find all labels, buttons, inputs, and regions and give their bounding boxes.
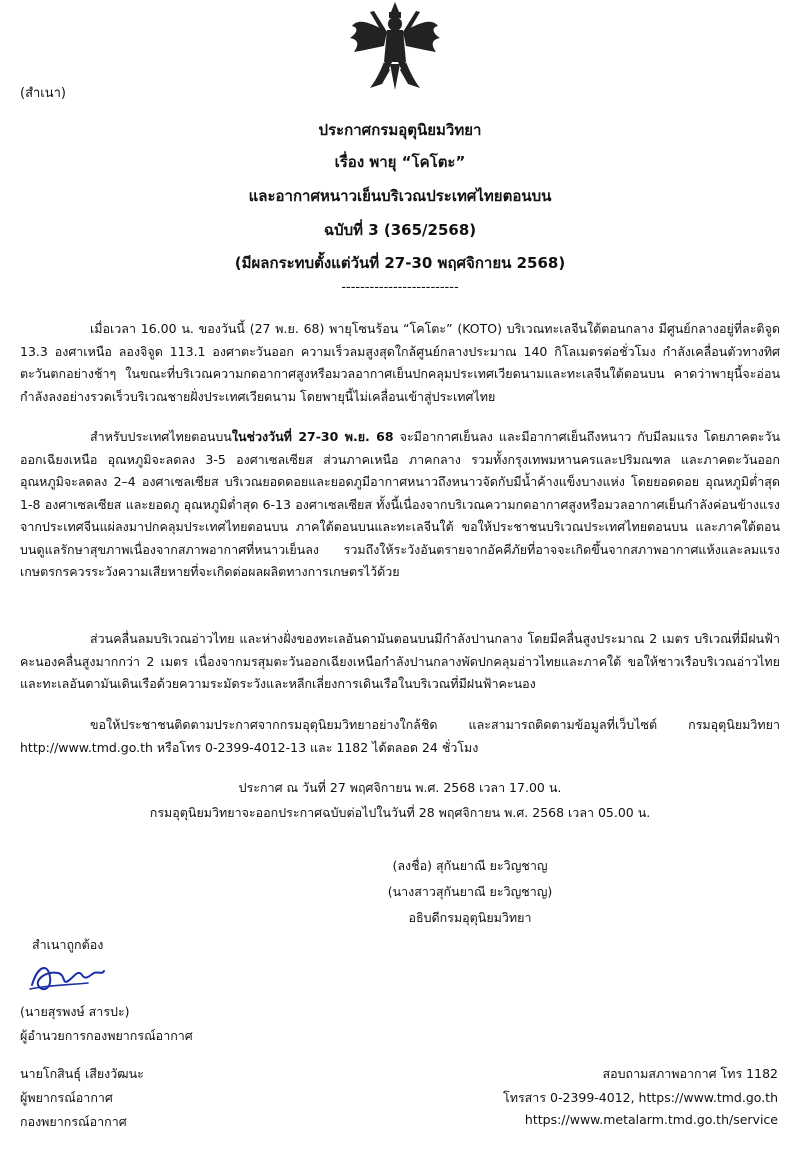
paragraph-cold-weather bbox=[20, 426, 780, 584]
announcement-subject-line2: และอากาศหนาวเย็นบริเวณประเทศไทยตอนบน bbox=[248, 187, 552, 205]
announcement-issue-number: ฉบับที่ 3 (365/2568) bbox=[323, 221, 477, 239]
contact-fax-website: โทรสาร 0-2399-4012, https://www.tmd.go.th bbox=[503, 1090, 778, 1105]
p2-pre: สำหรับประเทศไทยตอนบน bbox=[90, 429, 232, 444]
certified-copy-label: สำเนาถูกต้อง bbox=[32, 937, 104, 952]
garuda-emblem-icon bbox=[340, 0, 450, 95]
paragraph-waves: ส่วนคลื่นลมบริเวณอ่าวไทย และห่างฝั่งของทะเลอันดามันตอนบนมีกำลังปานกลาง โดยมีคลื่นสูงประมาณ 2 เมตร บริเวณที่มีฝนฟ้าคะนองคลื่นสูงมากกว่า 2 เมตร เนื่องจากมรสุมตะวันออกเฉียงเหนือกำลังปานกลางพัดปกคลุมอ่าวไทยและภาคใต้ ขอให้ชาวเรือบริเวณอ่าวไทยและทะเลอันดามันเดินเรือด้วยความระมัดระวังและหลีกเลี่ยงการเดินเรือในบริเวณที่มีฝนฟ้าคะนอง bbox=[20, 631, 780, 691]
announcement-effective-dates: (มีผลกระทบตั้งแต่วันที่ 27-30 พฤศจิกายน 2568) bbox=[234, 254, 566, 272]
announcement-title: ประกาศกรมอุตุนิยมวิทยา bbox=[318, 121, 482, 139]
p2-dates: ในช่วงวันที่ 27-30 พ.ย. 68 bbox=[231, 429, 394, 444]
p2-post: จะมีอากาศเย็นลง และมีอากาศเย็นถึงหนาว กับมีลมแรง โดยภาคตะวันออกเฉียงเหนือ อุณหภูมิจะลดลง 3-5 องศาเซลเซียส ส่วนภาคเหนือ ภาคกลาง รวมทั้งกรุงเทพมหานครและปริมณฑล และภาคตะวันออก อุณหภูมิจะลดลง 2–4 องศาเซลเซียส บริเวณยอดดอยและยอดภูมีอากาศหนาวถึงหนาวจัดกับมีน้ำค้างแข็งบางแห่ง โดยยอดดอย อุณหภูมิต่ำสุด 1-8 องศาเซลเซียส และยอดภู อุณหภูมิต่ำสุด 6-13 องศาเซลเซียส ทั้งนี้เนื่องจากบริเวณความกดอากาศสูงหรือมวลอากาศเย็นกำลังค่อนข้างแรงจากประเทศจีนแผ่ลงมาปกคลุมประเทศไทยตอนบน ภาคใต้ตอนบนและทะเลจีนใต้ ขอให้ประชาชนบริเวณประเทศไทยตอนบน และภาคใต้ตอนบนดูแลรักษาสุขภาพเนื่องจากสภาพอากาศที่หนาวเย็นลง รวมถึงให้ระวังอันตรายจากอัคคีภัยที่อาจจะเกิดขึ้นจากสภาพอากาศแห้งและลมแรง เกษตรกรควรระวังความเสียหายที่จะเกิดต่อผลผลิตทางการเกษตรไว้ด้วย bbox=[20, 429, 780, 579]
contact-service-link: https://www.metalarm.tmd.go.th/service bbox=[524, 1112, 778, 1127]
forecaster-role: ผู้พยากรณ์อากาศ bbox=[20, 1090, 113, 1105]
signed-line: (ลงชื่อ) สุกันยาณี ยะวิญชาญ bbox=[392, 858, 548, 873]
announce-datetime: ประกาศ ณ วันที่ 27 พฤศจิกายน พ.ศ. 2568 เวลา 17.00 น. bbox=[238, 780, 562, 795]
copy-mark: (สำเนา) bbox=[20, 86, 67, 101]
certifier-position: ผู้อำนวยการกองพยากรณ์อากาศ bbox=[20, 1028, 193, 1043]
announcement-subject: เรื่อง พายุ “โคโตะ” bbox=[334, 153, 466, 171]
certifier-name: (นายสุรพงษ์ สารปะ) bbox=[20, 1004, 130, 1019]
signatory-position: อธิบดีกรมอุตุนิยมวิทยา bbox=[408, 910, 532, 925]
forecaster-name: นายโกสินธุ์ เสียงวัฒนะ bbox=[20, 1066, 144, 1081]
paragraph-follow: ขอให้ประชาชนติดตามประกาศจากกรมอุตุนิยมวิทยาอย่างใกล้ชิด และสามารถติดตามข้อมูลที่เว็บไซต์ กรมอุตุนิยมวิทยา http://www.tmd.go.th หรือโทร 0-2399-4012-13 และ 1182 ได้ตลอด 24 ชั่วโมง bbox=[20, 717, 780, 755]
title-separator: ------------------------- bbox=[341, 280, 459, 295]
handwritten-signature-icon bbox=[28, 955, 108, 997]
contact-phone: สอบถามสภาพอากาศ โทร 1182 bbox=[602, 1066, 778, 1081]
signatory-name: (นางสาวสุกันยาณี ยะวิญชาญ) bbox=[387, 884, 553, 899]
next-announcement: กรมอุตุนิยมวิทยาจะออกประกาศฉบับต่อไปในวันที่ 28 พฤศจิกายน พ.ศ. 2568 เวลา 05.00 น. bbox=[149, 805, 651, 820]
forecaster-division: กองพยากรณ์อากาศ bbox=[20, 1114, 127, 1129]
paragraph-storm: เมื่อเวลา 16.00 น. ของวันนี้ (27 พ.ย. 68) พายุโซนร้อน “โคโตะ” (KOTO) บริเวณทะเลจีนใต้ตอนกลาง มีศูนย์กลางอยู่ที่ละติจูด 13.3 องศาเหนือ ลองจิจูด 113.1 องศาตะวันออก ความเร็วลมสูงสุดใกล้ศูนย์กลางประมาณ 140 กิโลเมตรต่อชั่วโมง กำลังเคลื่อนตัวทางทิศตะวันตกอย่างช้าๆ ในขณะที่บริเวณความกดอากาศสูงหรือมวลอากาศเย็นปกคลุมประเทศเวียดนามและทะเลจีนใต้ตอนบน คาดว่าพายุนี้จะอ่อนกำลังลงอย่างรวดเร็วบริเวณชายฝั่งประเทศเวียดนาม โดยพายุนี้ไม่เคลื่อนเข้าสู่ประเทศไทย bbox=[20, 321, 780, 404]
